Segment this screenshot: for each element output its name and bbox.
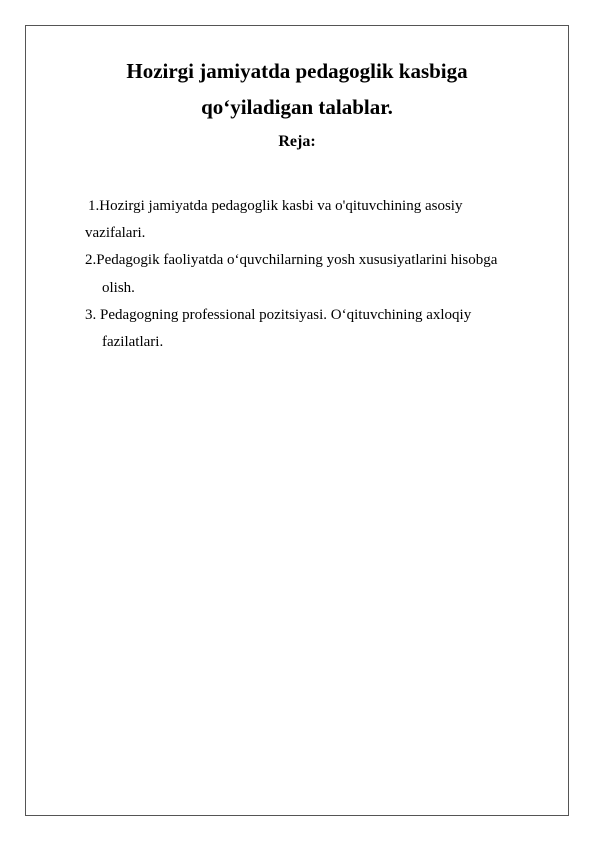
plan-heading: Reja: (278, 133, 316, 150)
plan-item-1-line-2: vazifalari. (85, 225, 146, 241)
document-title-line-2: qo‘yiladigan talablar. (201, 95, 393, 119)
document-title-line-1: Hozirgi jamiyatda pedagoglik kasbiga (126, 59, 468, 83)
plan-item-2-line-2: olish. (102, 280, 135, 296)
plan-item-2-line-1: 2.Pedagogik faoliyatda o‘quvchilarning yosh xususiyatlarini hisobga (85, 252, 498, 268)
plan-item-1-line-1: 1.Hozirgi jamiyatda pedagoglik kasbi va o'qituvchining asosiy (88, 198, 463, 214)
plan-item-3-line-1: 3. Pedagogning professional pozitsiyasi. O‘qituvchining axloqiy (85, 307, 472, 323)
plan-item-3-line-2: fazilatlari. (102, 334, 164, 350)
